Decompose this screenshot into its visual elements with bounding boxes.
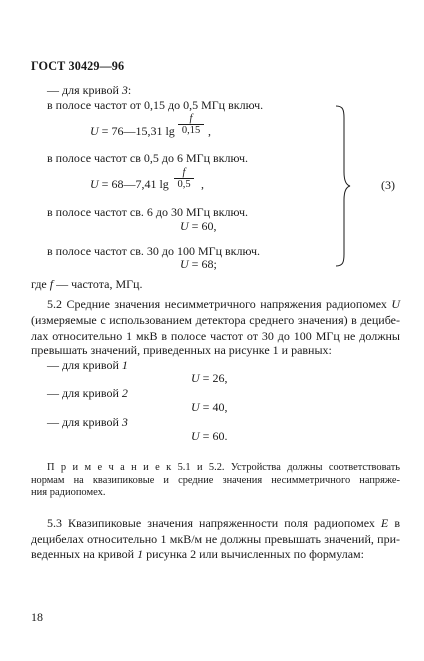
- curve-2-label: — для кривой 2: [47, 386, 128, 400]
- band-label-1: в полосе частот от 0,15 до 0,5 МГц включ.: [47, 98, 264, 112]
- curve-2-value: U = 40,: [191, 400, 228, 414]
- equation-number: (3): [381, 178, 395, 192]
- note-line-3: ния радиопомех.: [31, 487, 106, 498]
- fraction-denominator: 0,5: [174, 178, 194, 190]
- note-line-2: нормам на квазипиковые и средние значения несимметричного напряже-: [31, 475, 400, 486]
- band-label-2: в полосе частот св 0,5 до 6 МГц включ.: [47, 151, 249, 165]
- formula-2-fraction: [174, 167, 194, 190]
- right-brace-icon: [334, 104, 352, 268]
- curve-1-value: U = 26,: [191, 371, 228, 385]
- section-5-2-line-4: превышать значений, приведенных на рисунке 1 и равных:: [31, 343, 332, 357]
- formula-1: U = 76—15,31 lg: [90, 124, 175, 138]
- section-5-3-line-3: веденных на кривой 1 рисунка 2 или вычисленных по формулам:: [31, 547, 364, 561]
- section-5-2-line-1: 5.2 Средние значения несимметричного напряжения радиопомех U: [47, 297, 400, 311]
- fraction-numerator: f: [182, 167, 186, 178]
- section-5-3-line-1: 5.3 Квазипиковые значения напряженности поля радиопомех E в: [47, 516, 400, 530]
- where-line: где f — частота, МГц.: [31, 277, 143, 291]
- band-label-4: в полосе частот св. 30 до 100 МГц включ.: [47, 244, 261, 258]
- formula-2-comma: ,: [201, 177, 204, 191]
- standard-code: ГОСТ 30429—96: [31, 59, 125, 73]
- formula-3: U = 60,: [180, 219, 217, 233]
- curve-3-value: U = 60.: [191, 429, 228, 443]
- note-line-1: П р и м е ч а н и е к 5.1 и 5.2. Устройства должны соответствовать: [47, 462, 400, 473]
- fraction-numerator: f: [189, 113, 193, 124]
- formula-1-fraction: [178, 113, 204, 136]
- curve3-intro: — для кривой 3:: [47, 83, 132, 97]
- section-5-3-line-2: децибелах относительно 1 мкВ/м не должны превышать значений, при-: [31, 532, 400, 546]
- formula-4: U = 68;: [180, 257, 217, 271]
- section-5-2-line-2: (измеряемые с использованием детектора среднего значения) в децибе-: [31, 313, 400, 327]
- page-number: 18: [31, 610, 43, 624]
- section-5-2-line-3: лах относительно 1 мкВ в полосе частот от 30 до 100 МГц не должны: [31, 329, 400, 343]
- curve-3-label: — для кривой 3: [47, 415, 128, 429]
- formula-1-comma: ,: [208, 124, 211, 138]
- curve-1-label: — для кривой 1: [47, 358, 128, 372]
- fraction-denominator: 0,15: [178, 124, 204, 136]
- band-label-3: в полосе частот св. 6 до 30 МГц включ.: [47, 205, 249, 219]
- formula-2: U = 68—7,41 lg: [90, 177, 169, 191]
